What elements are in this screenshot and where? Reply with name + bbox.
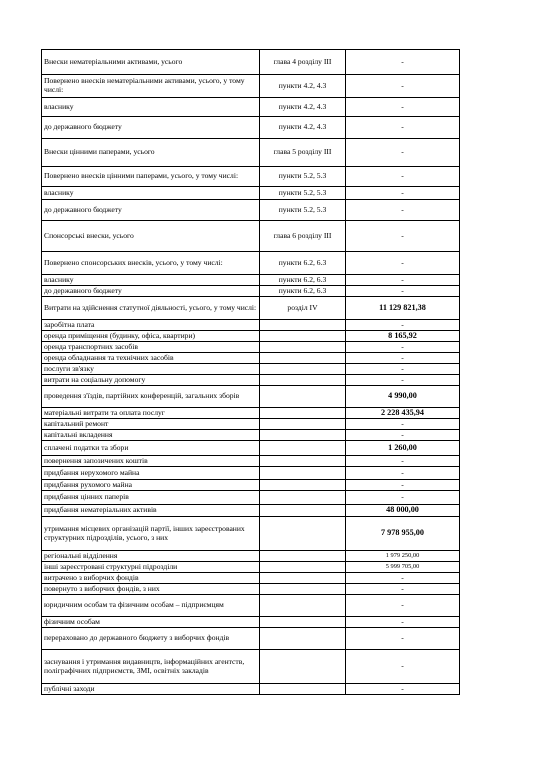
row-label: утримання місцевих організацій партії, інших зареєстрованих структурних підрозділів, усього, з них: [42, 517, 260, 551]
table-row: [42, 650, 460, 684]
row-value: 4 990,00: [346, 386, 460, 408]
row-reference: [260, 353, 346, 364]
row-reference: [260, 573, 346, 584]
table-row: [42, 480, 460, 491]
row-value: -: [346, 650, 460, 684]
row-value: -: [346, 375, 460, 386]
row-value: -: [346, 252, 460, 275]
table-row: [42, 517, 460, 551]
row-reference: [260, 441, 346, 456]
row-label: Витрати на здійснення статутної діяльності, усього, у тому числі:: [42, 297, 260, 320]
row-reference: [260, 364, 346, 375]
row-label: Повернено спонсорських внесків, усього, у тому числі:: [42, 252, 260, 275]
row-reference: [260, 408, 346, 419]
row-label: власнику: [42, 275, 260, 286]
row-label: матеріальні витрати та оплата послуг: [42, 408, 260, 419]
row-value: -: [346, 286, 460, 297]
row-value: -: [346, 98, 460, 117]
table-row: [42, 628, 460, 650]
row-label: власнику: [42, 98, 260, 117]
row-value: -: [346, 364, 460, 375]
row-label: повернуто з виборчих фондів, з них: [42, 584, 260, 595]
row-value: 5 999 705,00: [346, 562, 460, 573]
row-label: до державного бюджету: [42, 286, 260, 297]
row-value: -: [346, 187, 460, 200]
row-reference: [260, 628, 346, 650]
table-row: [42, 331, 460, 342]
row-label: придбання нематеріальних активів: [42, 505, 260, 517]
row-label: придбання цінних паперів: [42, 491, 260, 505]
table-row: [42, 364, 460, 375]
row-label: оренда транспортних засобів: [42, 342, 260, 353]
row-label: оренда обладнання та технічних засобів: [42, 353, 260, 364]
table-row: [42, 419, 460, 430]
row-reference: [260, 650, 346, 684]
row-reference: [260, 617, 346, 628]
row-label: Спонсорські внески, усього: [42, 221, 260, 252]
row-value: -: [346, 430, 460, 441]
row-value: 2 228 435,94: [346, 408, 460, 419]
row-value: 1 979 250,00: [346, 551, 460, 562]
row-reference: [260, 684, 346, 695]
row-label: заробітна плата: [42, 320, 260, 331]
table-row: [42, 408, 460, 419]
row-value: -: [346, 419, 460, 430]
table-row: [42, 275, 460, 286]
row-reference: [260, 584, 346, 595]
report-table-body: [42, 50, 460, 695]
row-value: -: [346, 584, 460, 595]
table-row: [42, 430, 460, 441]
row-value: -: [346, 75, 460, 98]
row-reference: [260, 430, 346, 441]
row-label: Внески цінними паперами, усього: [42, 139, 260, 167]
row-reference: [260, 386, 346, 408]
table-row: [42, 50, 460, 75]
row-reference: [260, 595, 346, 617]
row-value: -: [346, 342, 460, 353]
row-value: -: [346, 573, 460, 584]
row-reference: глава 4 розділу ІІІ: [260, 50, 346, 75]
row-value: -: [346, 467, 460, 480]
row-value: 11 129 821,38: [346, 297, 460, 320]
row-reference: [260, 467, 346, 480]
row-value: 8 165,92: [346, 331, 460, 342]
row-reference: [260, 551, 346, 562]
row-value: -: [346, 595, 460, 617]
row-label: фізичним особам: [42, 617, 260, 628]
row-reference: пункти 4.2, 4.3: [260, 117, 346, 139]
row-label: капітальний ремонт: [42, 419, 260, 430]
row-label: до державного бюджету: [42, 117, 260, 139]
row-label: оренда приміщення (будинку, офіса, квартири): [42, 331, 260, 342]
row-label: Внески нематеріальними активами, усього: [42, 50, 260, 75]
row-value: -: [346, 139, 460, 167]
table-row: [42, 353, 460, 364]
row-reference: [260, 375, 346, 386]
row-value: 1 260,00: [346, 441, 460, 456]
row-label: витрачено з виборчих фондів: [42, 573, 260, 584]
table-row: [42, 456, 460, 467]
row-reference: пункти 5.2, 5.3: [260, 167, 346, 187]
row-value: -: [346, 480, 460, 491]
row-value: -: [346, 684, 460, 695]
row-reference: [260, 331, 346, 342]
row-label: капітальні вкладення: [42, 430, 260, 441]
row-label: придбання рухомого майна: [42, 480, 260, 491]
row-reference: [260, 480, 346, 491]
table-row: [42, 221, 460, 252]
table-row: [42, 375, 460, 386]
table-row: [42, 320, 460, 331]
row-label: заснування і утримання видавництв, інформаційних агентств, поліграфічних підприємств, ЗМІ, освітніх закладів: [42, 650, 260, 684]
row-label: послуги зв'язку: [42, 364, 260, 375]
row-reference: пункти 6.2, 6.3: [260, 286, 346, 297]
row-label: Повернено внесків цінними паперами, усього, у тому числі:: [42, 167, 260, 187]
table-row: [42, 386, 460, 408]
table-row: [42, 617, 460, 628]
row-label: регіональні відділення: [42, 551, 260, 562]
row-reference: [260, 491, 346, 505]
table-row: [42, 167, 460, 187]
row-reference: [260, 419, 346, 430]
row-reference: пункти 5.2, 5.3: [260, 187, 346, 200]
row-reference: [260, 505, 346, 517]
row-value: -: [346, 117, 460, 139]
row-reference: глава 5 розділу ІІІ: [260, 139, 346, 167]
row-label: повернення запозичених коштів: [42, 456, 260, 467]
table-row: [42, 139, 460, 167]
row-reference: пункти 6.2, 6.3: [260, 275, 346, 286]
table-row: [42, 187, 460, 200]
row-value: -: [346, 167, 460, 187]
row-label: сплачені податки та збори: [42, 441, 260, 456]
row-value: -: [346, 491, 460, 505]
row-value: -: [346, 50, 460, 75]
row-reference: пункти 6.2, 6.3: [260, 252, 346, 275]
row-reference: [260, 517, 346, 551]
table-row: [42, 200, 460, 221]
row-label: до державного бюджету: [42, 200, 260, 221]
table-row: [42, 342, 460, 353]
table-row: [42, 573, 460, 584]
table-row: [42, 252, 460, 275]
table-row: [42, 584, 460, 595]
table-row: [42, 98, 460, 117]
row-value: 48 000,00: [346, 505, 460, 517]
row-value: -: [346, 200, 460, 221]
row-value: 7 978 955,00: [346, 517, 460, 551]
row-label: придбання нерухомого майна: [42, 467, 260, 480]
table-row: [42, 117, 460, 139]
table-row: [42, 595, 460, 617]
row-label: юридичним особам та фізичним особам – підприємцям: [42, 595, 260, 617]
row-reference: [260, 456, 346, 467]
expense-report-table: [41, 49, 460, 695]
row-label: витрати на соціальну допомогу: [42, 375, 260, 386]
row-label: проведення з'їздів, партійних конференцій, загальних зборів: [42, 386, 260, 408]
row-reference: розділ IV: [260, 297, 346, 320]
row-value: -: [346, 628, 460, 650]
row-label: публічні заходи: [42, 684, 260, 695]
row-reference: пункти 5.2, 5.3: [260, 200, 346, 221]
row-value: -: [346, 617, 460, 628]
row-reference: глава 6 розділу ІІІ: [260, 221, 346, 252]
table-row: [42, 684, 460, 695]
row-value: -: [346, 221, 460, 252]
table-row: [42, 441, 460, 456]
table-row: [42, 491, 460, 505]
table-row: [42, 505, 460, 517]
table-row: [42, 467, 460, 480]
row-reference: [260, 320, 346, 331]
row-reference: [260, 562, 346, 573]
row-label: інші зареєстровані структурні підрозділи: [42, 562, 260, 573]
row-reference: пункти 4.2, 4.3: [260, 98, 346, 117]
row-value: -: [346, 275, 460, 286]
table-row: [42, 75, 460, 98]
row-value: -: [346, 456, 460, 467]
table-row: [42, 551, 460, 562]
row-reference: пункти 4.2, 4.3: [260, 75, 346, 98]
row-label: власнику: [42, 187, 260, 200]
table-row: [42, 297, 460, 320]
table-row: [42, 562, 460, 573]
row-value: -: [346, 353, 460, 364]
row-label: Повернено внесків нематеріальними активами, усього, у тому числі:: [42, 75, 260, 98]
table-row: [42, 286, 460, 297]
row-reference: [260, 342, 346, 353]
row-value: -: [346, 320, 460, 331]
row-label: перераховано до державного бюджету з виборчих фондів: [42, 628, 260, 650]
